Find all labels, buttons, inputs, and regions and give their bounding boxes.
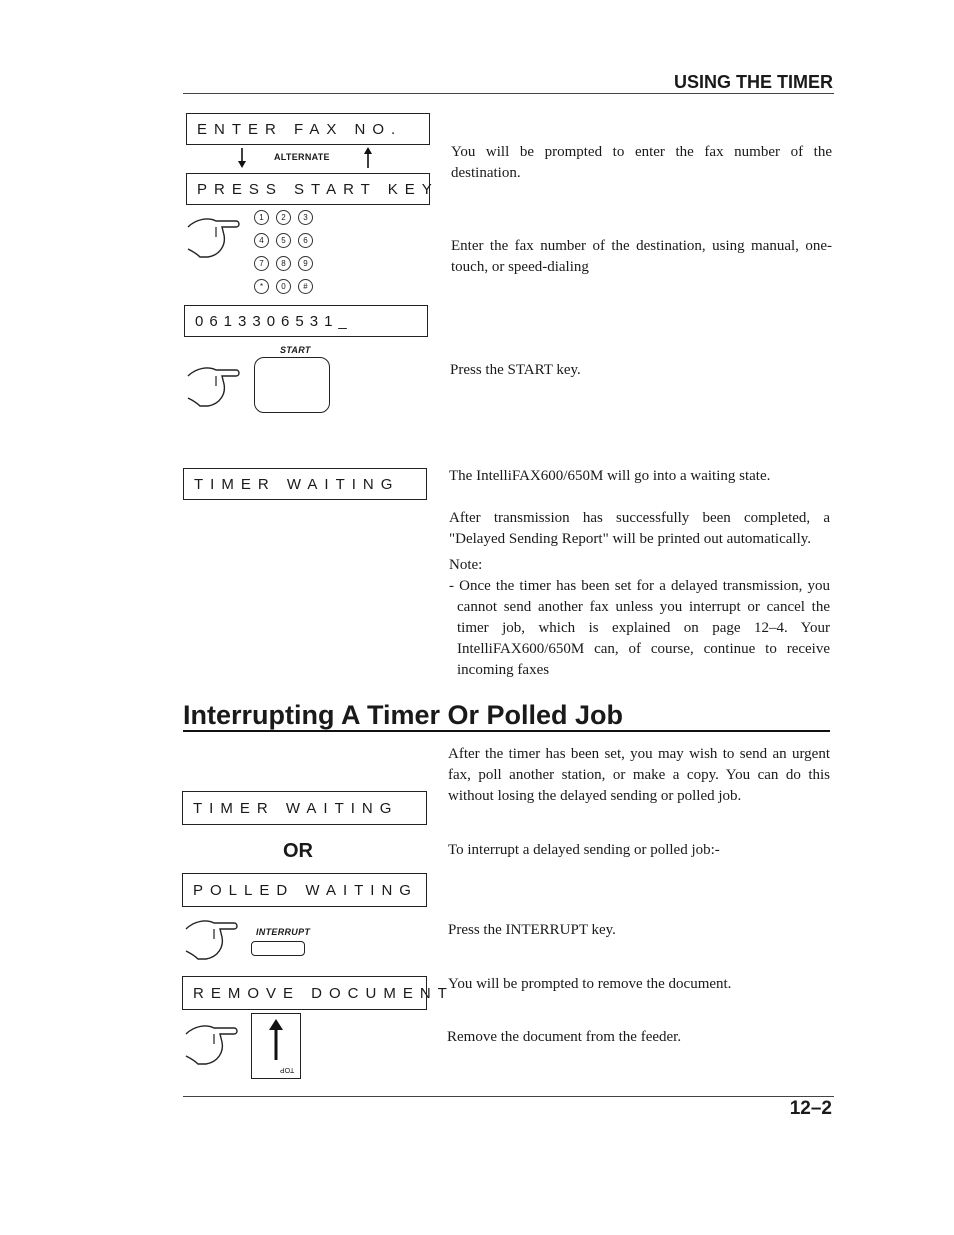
paragraph-press-start: Press the START key.: [450, 362, 581, 378]
lcd-fax-number: 0613306531_: [184, 305, 428, 337]
paragraph-waiting-state: The IntelliFAX600/650M will go into a waiting state.: [449, 468, 771, 484]
pointing-hand-icon: [184, 1020, 240, 1070]
start-key-button[interactable]: [254, 357, 330, 413]
pointing-hand-icon: [184, 915, 240, 965]
or-separator: OR: [283, 840, 313, 862]
section-divider: [183, 730, 830, 732]
arrow-down-icon: [236, 146, 248, 170]
interrupt-key-button[interactable]: [251, 941, 305, 956]
running-header: USING THE TIMER: [673, 72, 833, 92]
paragraph-interrupt-intro: After the timer has been set, you may wish to send an urgent fax, poll another station, or make a copy. You can do this without losing the delayed sending or polled job.: [448, 746, 830, 804]
top-label: TOP: [280, 1066, 295, 1073]
keypad-key[interactable]: 9: [298, 256, 313, 271]
note-label: Note:: [449, 557, 483, 573]
interrupt-key-label: INTERRUPT: [256, 927, 311, 937]
page-number: 12–2: [789, 1098, 832, 1119]
paragraph-remove-from-feeder: Remove the document from the feeder.: [447, 1029, 682, 1045]
pointing-hand-icon: [186, 213, 242, 263]
lcd-timer-waiting: TIMER WAITING: [183, 468, 427, 500]
keypad-key[interactable]: 1: [254, 210, 269, 225]
keypad-key[interactable]: 4: [254, 233, 269, 248]
keypad-key[interactable]: 6: [298, 233, 313, 248]
pointing-hand-icon: [186, 362, 242, 412]
paragraph-prompt-fax-number: You will be prompted to enter the fax number of the destination.: [451, 144, 832, 181]
note-body: - Once the timer has been set for a delayed transmission, you cannot send another fax unless you interrupt or cancel the timer job, which is explained on page 12–4. Your IntelliFAX600/650M can, of course, continue to receive incoming faxes: [449, 578, 830, 678]
lcd-polled-waiting: POLLED WAITING: [182, 873, 427, 907]
arrow-up-icon: [362, 146, 374, 170]
keypad-key[interactable]: 3: [298, 210, 313, 225]
lcd-enter-fax-no: ENTER FAX NO.: [186, 113, 430, 145]
footer-divider: [183, 1096, 834, 1097]
keypad-key[interactable]: 0: [276, 279, 291, 294]
keypad-key[interactable]: 5: [276, 233, 291, 248]
keypad-key[interactable]: 8: [276, 256, 291, 271]
paragraph-remove-prompt: You will be prompted to remove the document.: [448, 976, 732, 992]
keypad-key[interactable]: *: [254, 279, 269, 294]
start-key-label: START: [280, 345, 311, 355]
lcd-timer-waiting-2: TIMER WAITING: [182, 791, 427, 825]
numeric-keypad: [254, 210, 320, 294]
document-sheet: [251, 1013, 301, 1079]
keypad-key[interactable]: 2: [276, 210, 291, 225]
arrow-up-icon: [266, 1018, 286, 1060]
lcd-remove-document: REMOVE DOCUMENT: [182, 976, 427, 1010]
paragraph-press-interrupt: Press the INTERRUPT key.: [448, 922, 616, 938]
paragraph-delayed-report: After transmission has successfully been completed, a "Delayed Sending Report" will be printed out automatically.: [449, 510, 830, 547]
paragraph-to-interrupt: To interrupt a delayed sending or polled job:-: [448, 842, 720, 858]
paragraph-enter-fax-number: Enter the fax number of the destination, using manual, one-touch, or speed-dialing: [451, 238, 832, 275]
keypad-key[interactable]: 7: [254, 256, 269, 271]
header-divider: [183, 93, 834, 94]
keypad-key[interactable]: #: [298, 279, 313, 294]
section-title: Interrupting A Timer Or Polled Job: [183, 700, 624, 730]
lcd-press-start-key: PRESS START KEY: [186, 173, 430, 205]
alternate-label: ALTERNATE: [274, 152, 330, 162]
